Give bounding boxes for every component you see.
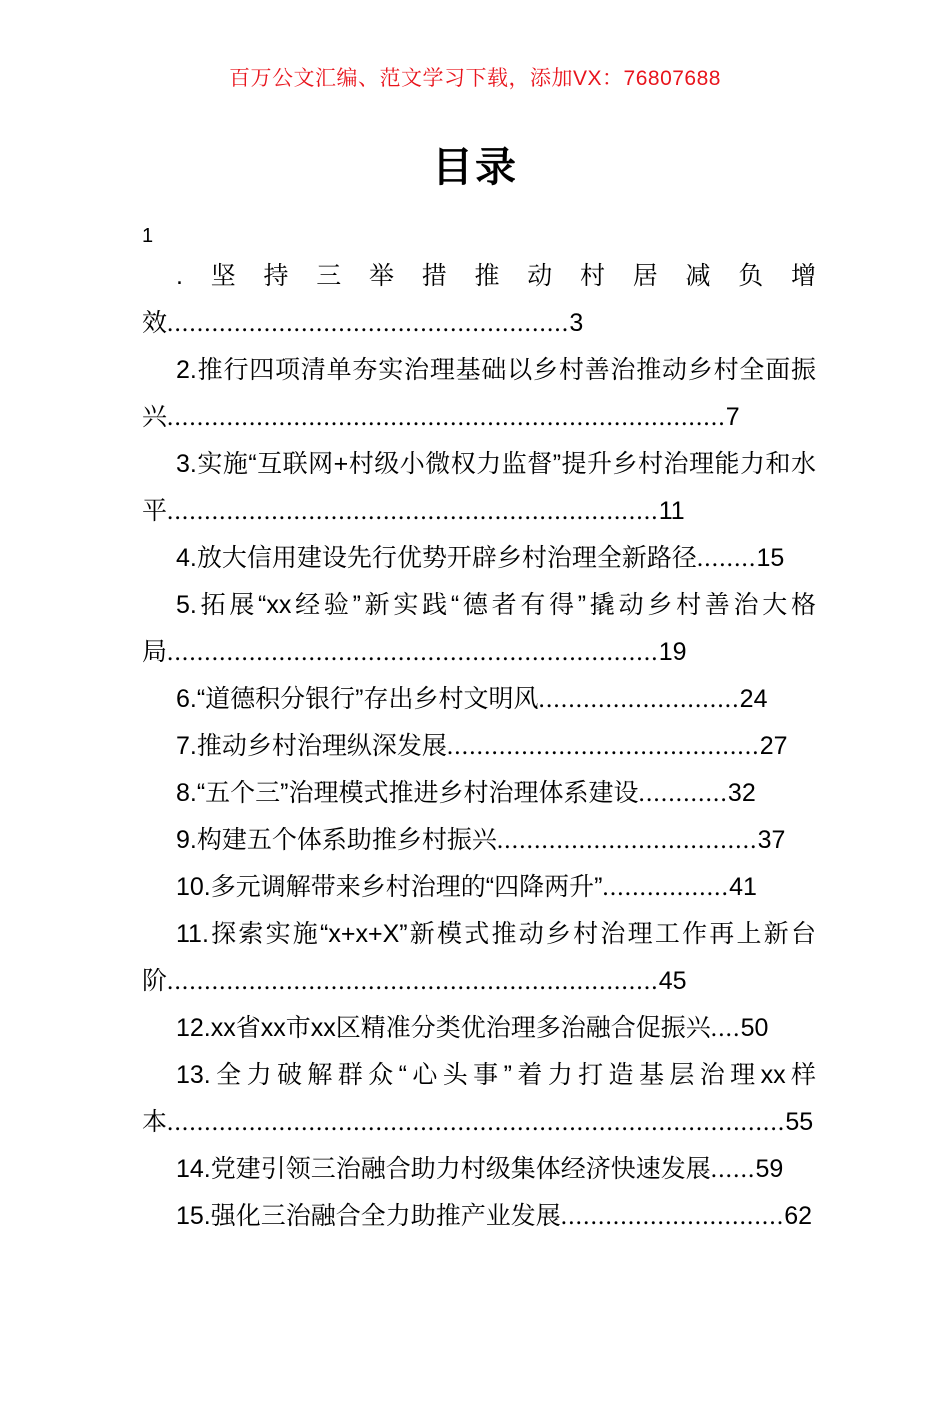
toc-page-number: 59 [755,1155,784,1183]
toc-leader: .................................................................. [167,968,659,995]
toc-entry-label: 12.xx省xx市xx区精准分类优治理多治融合促振兴 [176,1014,711,1042]
toc-entry-label: .坚持三举措推动村居减负增效 [142,262,816,337]
table-of-contents [0,221,950,1240]
toc-leader: .... [710,1015,741,1042]
toc-entry[interactable] [142,770,816,817]
toc-entry-label: 15.强化三治融合全力助推产业发展 [176,1202,561,1230]
toc-entry-label: 3.实施“互联网+村级小微权力监督”提升乡村治理能力和水平 [142,450,816,525]
toc-entry-label: 2.推行四项清单夯实治理基础以乡村善治推动乡村全面振兴 [142,356,816,431]
toc-entry[interactable] [142,723,816,770]
toc-leader: .................................................................. [167,498,659,525]
toc-leader: .............................. [560,1203,785,1230]
toc-leader: ................................................................................... [167,1109,786,1136]
toc-page-number: 62 [784,1202,813,1230]
toc-page-number: 7 [725,403,740,431]
toc-entry[interactable] [142,676,816,723]
toc-entry[interactable] [142,1005,816,1052]
toc-page-number: 3 [569,309,584,337]
toc-page-number: 15 [756,544,785,572]
toc-entry-label: 9.构建五个体系助推乡村振兴 [176,826,497,854]
toc-page-number: 32 [727,779,756,807]
toc-entry[interactable] [142,347,816,441]
toc-page-number: 11 [658,497,685,525]
toc-page-number: 55 [785,1108,814,1136]
toc-entry-label: 7.推动乡村治理纵深发展 [176,732,447,760]
toc-entry[interactable] [142,1052,816,1146]
toc-leader: ...................................................... [167,310,570,337]
toc-entry-label: 5.拓展“xx经验”新实践“德者有得”撬动乡村善治大格局 [142,591,816,666]
toc-entry[interactable] [142,1146,816,1193]
toc-entry[interactable] [142,253,816,347]
toc-entry[interactable] [142,535,816,582]
toc-entry-label: 4.放大信用建设先行优势开辟乡村治理全新路径 [176,544,697,572]
toc-leader: .................................................................. [167,639,659,666]
toc-entry[interactable] [142,1193,816,1240]
toc-leader: ............ [638,780,728,807]
toc-page-number: 41 [729,873,757,901]
toc-page-number: 27 [759,732,788,760]
toc-entry[interactable] [142,582,816,676]
toc-entry-label: 10.多元调解带来乡村治理的“四降两升” [176,873,603,901]
toc-entry[interactable] [142,864,816,911]
toc-leader: ........ [696,545,757,572]
toc-page-number: 50 [740,1014,769,1042]
toc-page-number: 19 [658,638,687,666]
toc-leader: .......................................... [446,733,760,760]
toc-entry-label: 13.全力破解群众“心头事”着力打造基层治理xx样本 [142,1061,816,1136]
toc-page-number: 24 [739,685,768,713]
toc-entry-label: 6.“道德积分银行”存出乡村文明风 [176,685,539,713]
toc-leader: ................................... [496,827,758,854]
toc-leader: ........................................................................... [167,404,726,431]
toc-leader: ................. [602,874,730,901]
watermark-text: 百万公文汇编、范文学习下载，添加VX：76807688 [229,67,721,90]
toc-entry-label: 11.探索实施“x+x+X”新模式推动乡村治理工作再上新台阶 [142,920,816,995]
document-page [0,62,950,1406]
toc-entry-label: 14.党建引领三治融合助力村级集体经济快速发展 [176,1155,711,1183]
toc-leader: ...... [710,1156,756,1183]
toc-page-number: 45 [658,967,687,995]
toc-entry-label: 8.“五个三”治理模式推进乡村治理体系建设 [176,779,639,807]
toc-entry[interactable] [142,441,816,535]
toc-entry[interactable] [142,817,816,864]
toc-leader: ........................... [538,686,740,713]
toc-page-number: 37 [757,826,786,854]
toc-entry[interactable] [142,911,816,1005]
toc-lead-number: 1 [142,225,154,247]
page-title: 目录 [432,144,518,190]
